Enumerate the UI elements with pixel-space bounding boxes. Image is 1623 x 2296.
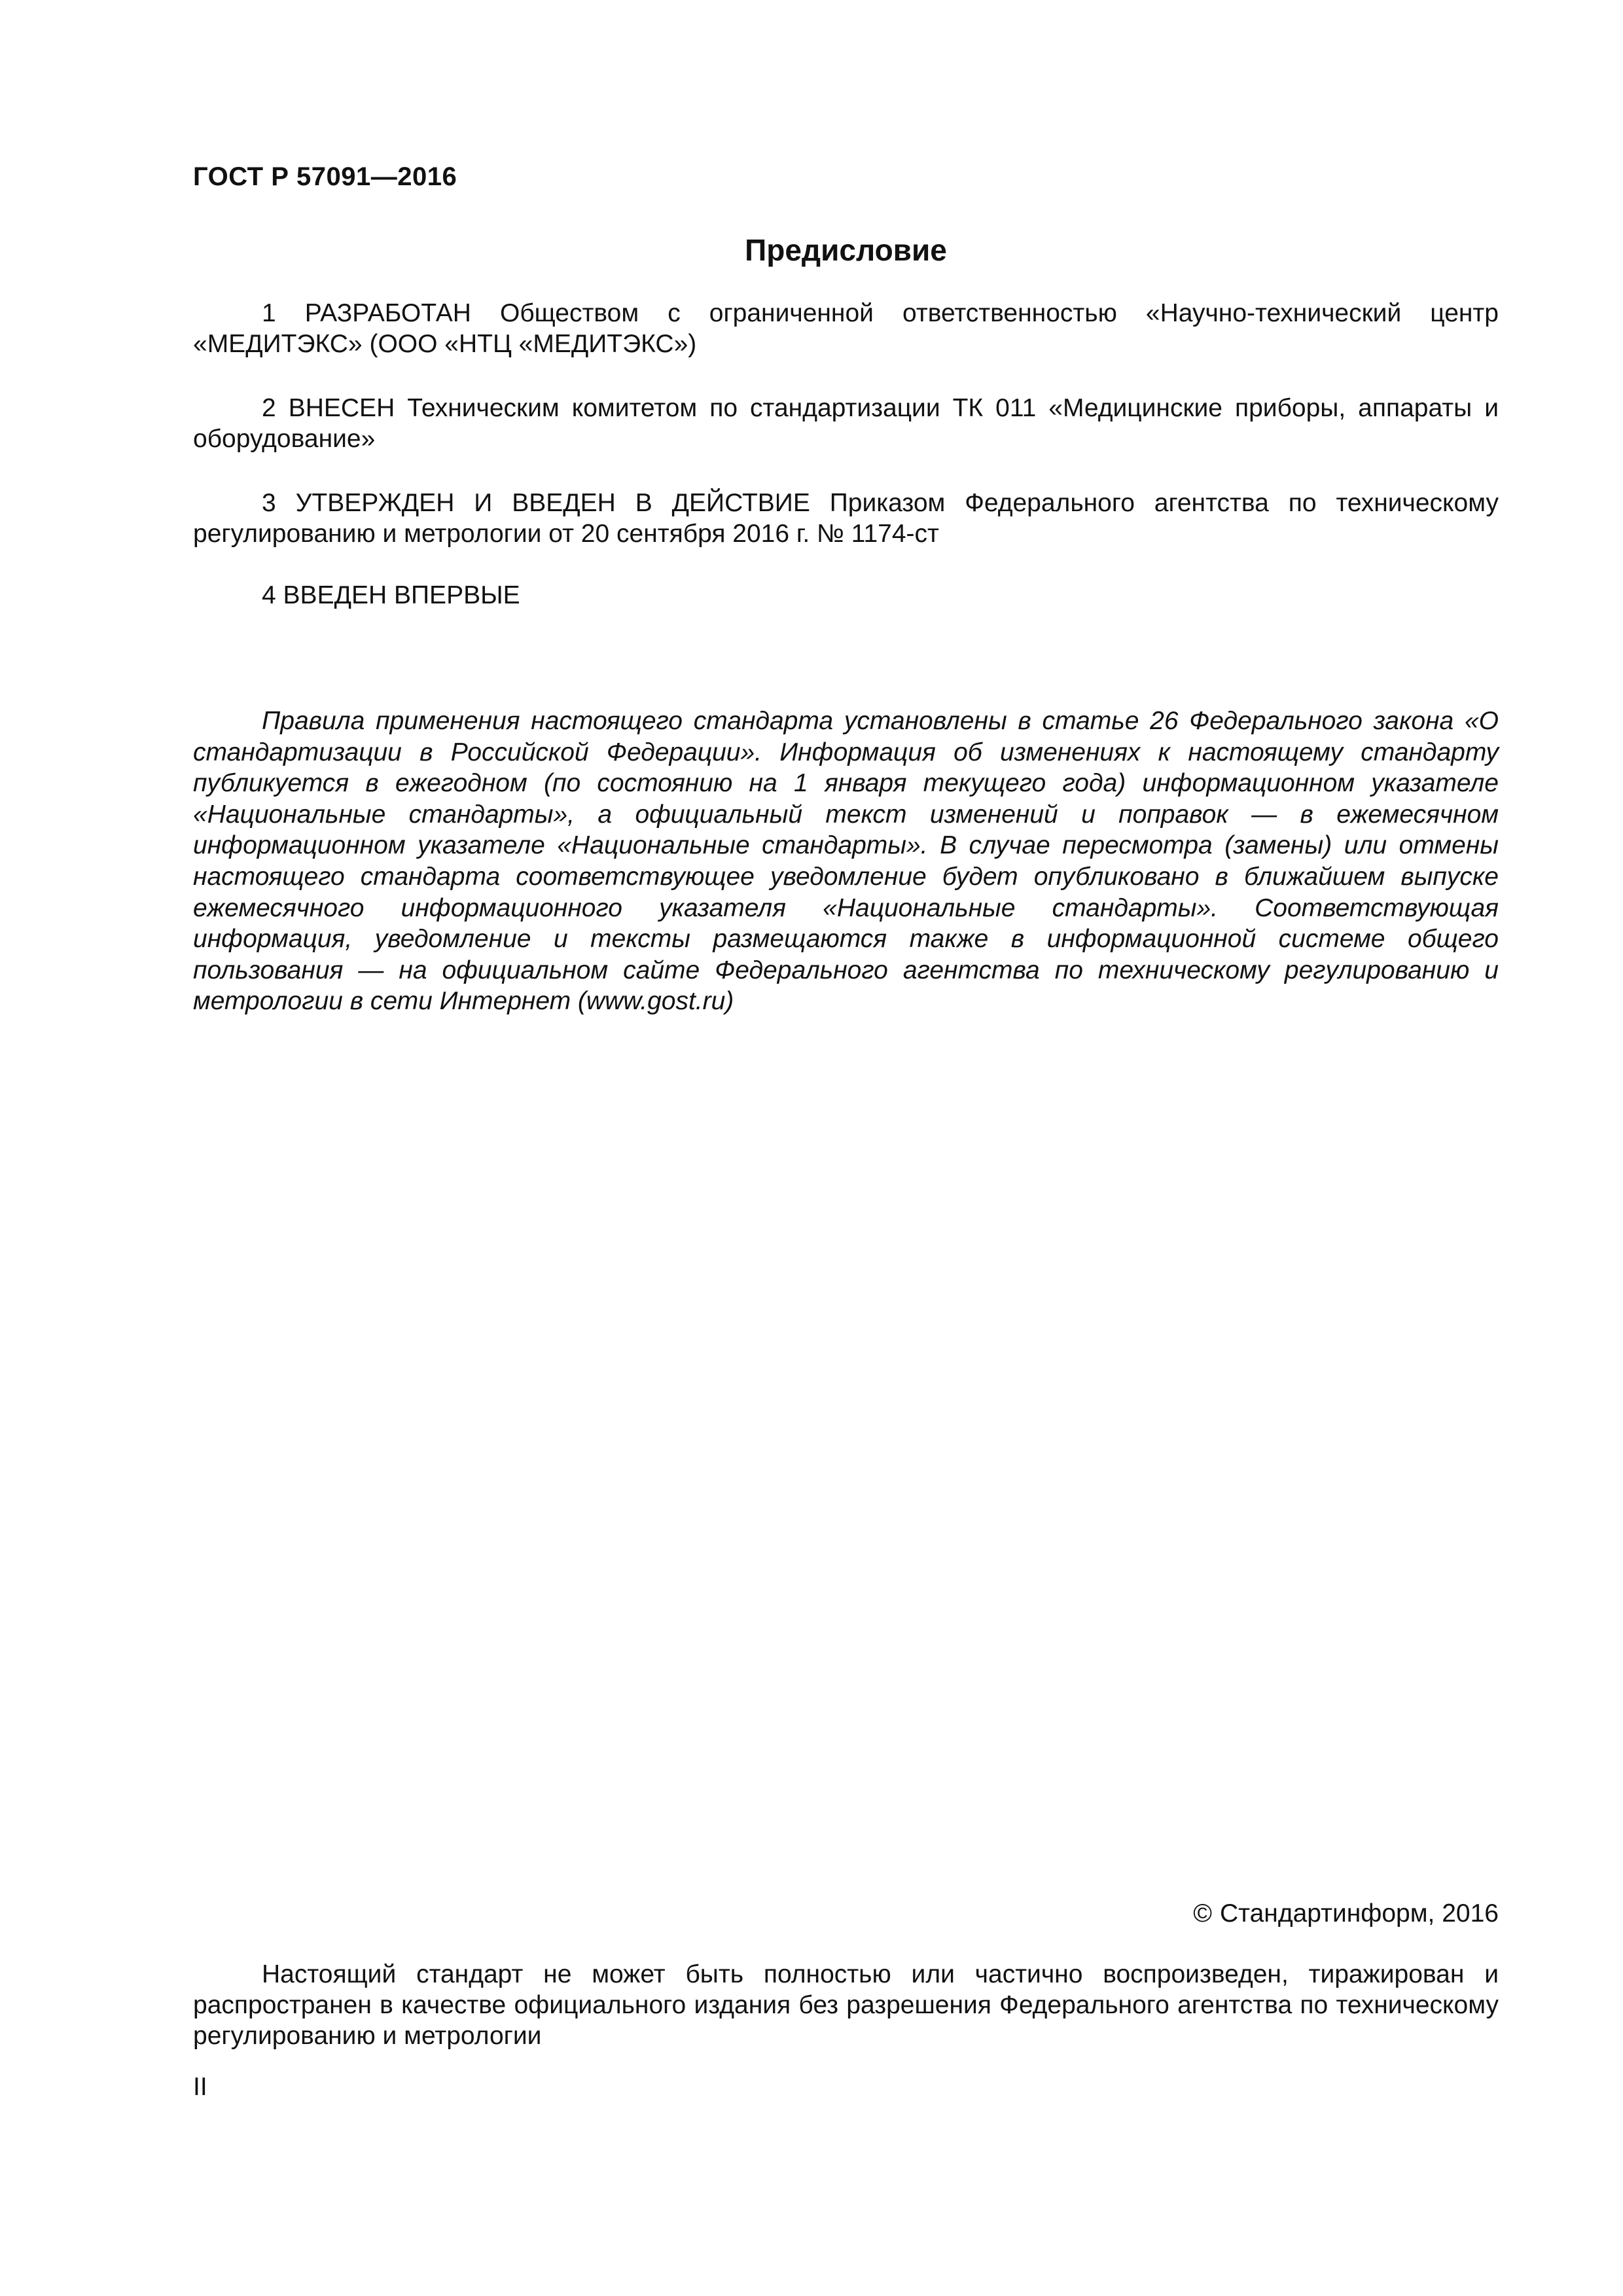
document-code: ГОСТ Р 57091—2016 <box>193 162 457 191</box>
application-rules-text: Правила применения настоящего стандарта установлены в статье 26 Федерального закона «О стандартизации в Российской Федерации». Информация об изменениях к настоящему стандарту публикуется в ежегодном (по состоянию на 1 января текущего года) информационном указателе «Национальные стандарты», а официальный текст изменений и поправок — в ежемесячном информационном указателе «Национальные стандарты». В случае пересмотра (замены) или отмены настоящего стандарта соответствующее уведомление будет опубликовано в ближайшем выпуске ежемесячного информационного указателя «Национальные стандарты». Соответствующая информация, уведомление и тексты размещаются также в информационной системе общего пользования — на официальном сайте Федерального агентства по техническому регулированию и метрологии в сети Интернет (www.gost.ru) <box>193 707 1499 1016</box>
item-text: Обществом с ограниченной ответственностью «Научно-технический центр «МЕДИТЭКС» (ООО «НТЦ «МЕДИТЭКС») <box>193 299 1499 358</box>
copyright-icon: © <box>1193 1899 1212 1928</box>
reproduction-notice: Настоящий стандарт не может быть полностью или частично воспроизведен, тиражирован и распространен в качестве официального издания без разрешения Федерального агентства по техническому регулированию и метрологии <box>193 1960 1499 2050</box>
copyright-line <box>1193 1899 1499 1928</box>
item-number: 2 <box>262 394 276 422</box>
item-text: Приказом Федерального агентства по техническому регулированию и метрологии от 20 сентября 2016 г. № 1174-ст <box>193 489 1499 548</box>
item-lead: УТВЕРЖДЕН И ВВЕДЕН В ДЕЙСТВИЕ <box>295 489 810 517</box>
foreword-item-3 <box>193 488 1499 549</box>
item-lead: ВВЕДЕН ВПЕРВЫЕ <box>283 581 520 609</box>
foreword-item-2 <box>193 393 1499 454</box>
copyright-text: Стандартинформ, 2016 <box>1220 1899 1499 1928</box>
item-number: 3 <box>262 489 276 517</box>
page-number: II <box>193 2073 207 2101</box>
item-number: 4 <box>262 581 276 609</box>
item-text: Техническим комитетом по стандартизации ТК 011 «Медицинские приборы, аппараты и оборудование» <box>193 394 1499 453</box>
item-number: 1 <box>262 299 276 327</box>
foreword-item-4 <box>193 580 1499 611</box>
item-lead: РАЗРАБОТАН <box>304 299 471 327</box>
item-lead: ВНЕСЕН <box>288 394 395 422</box>
page-title: Предисловие <box>745 233 947 267</box>
foreword-item-1 <box>193 298 1499 359</box>
